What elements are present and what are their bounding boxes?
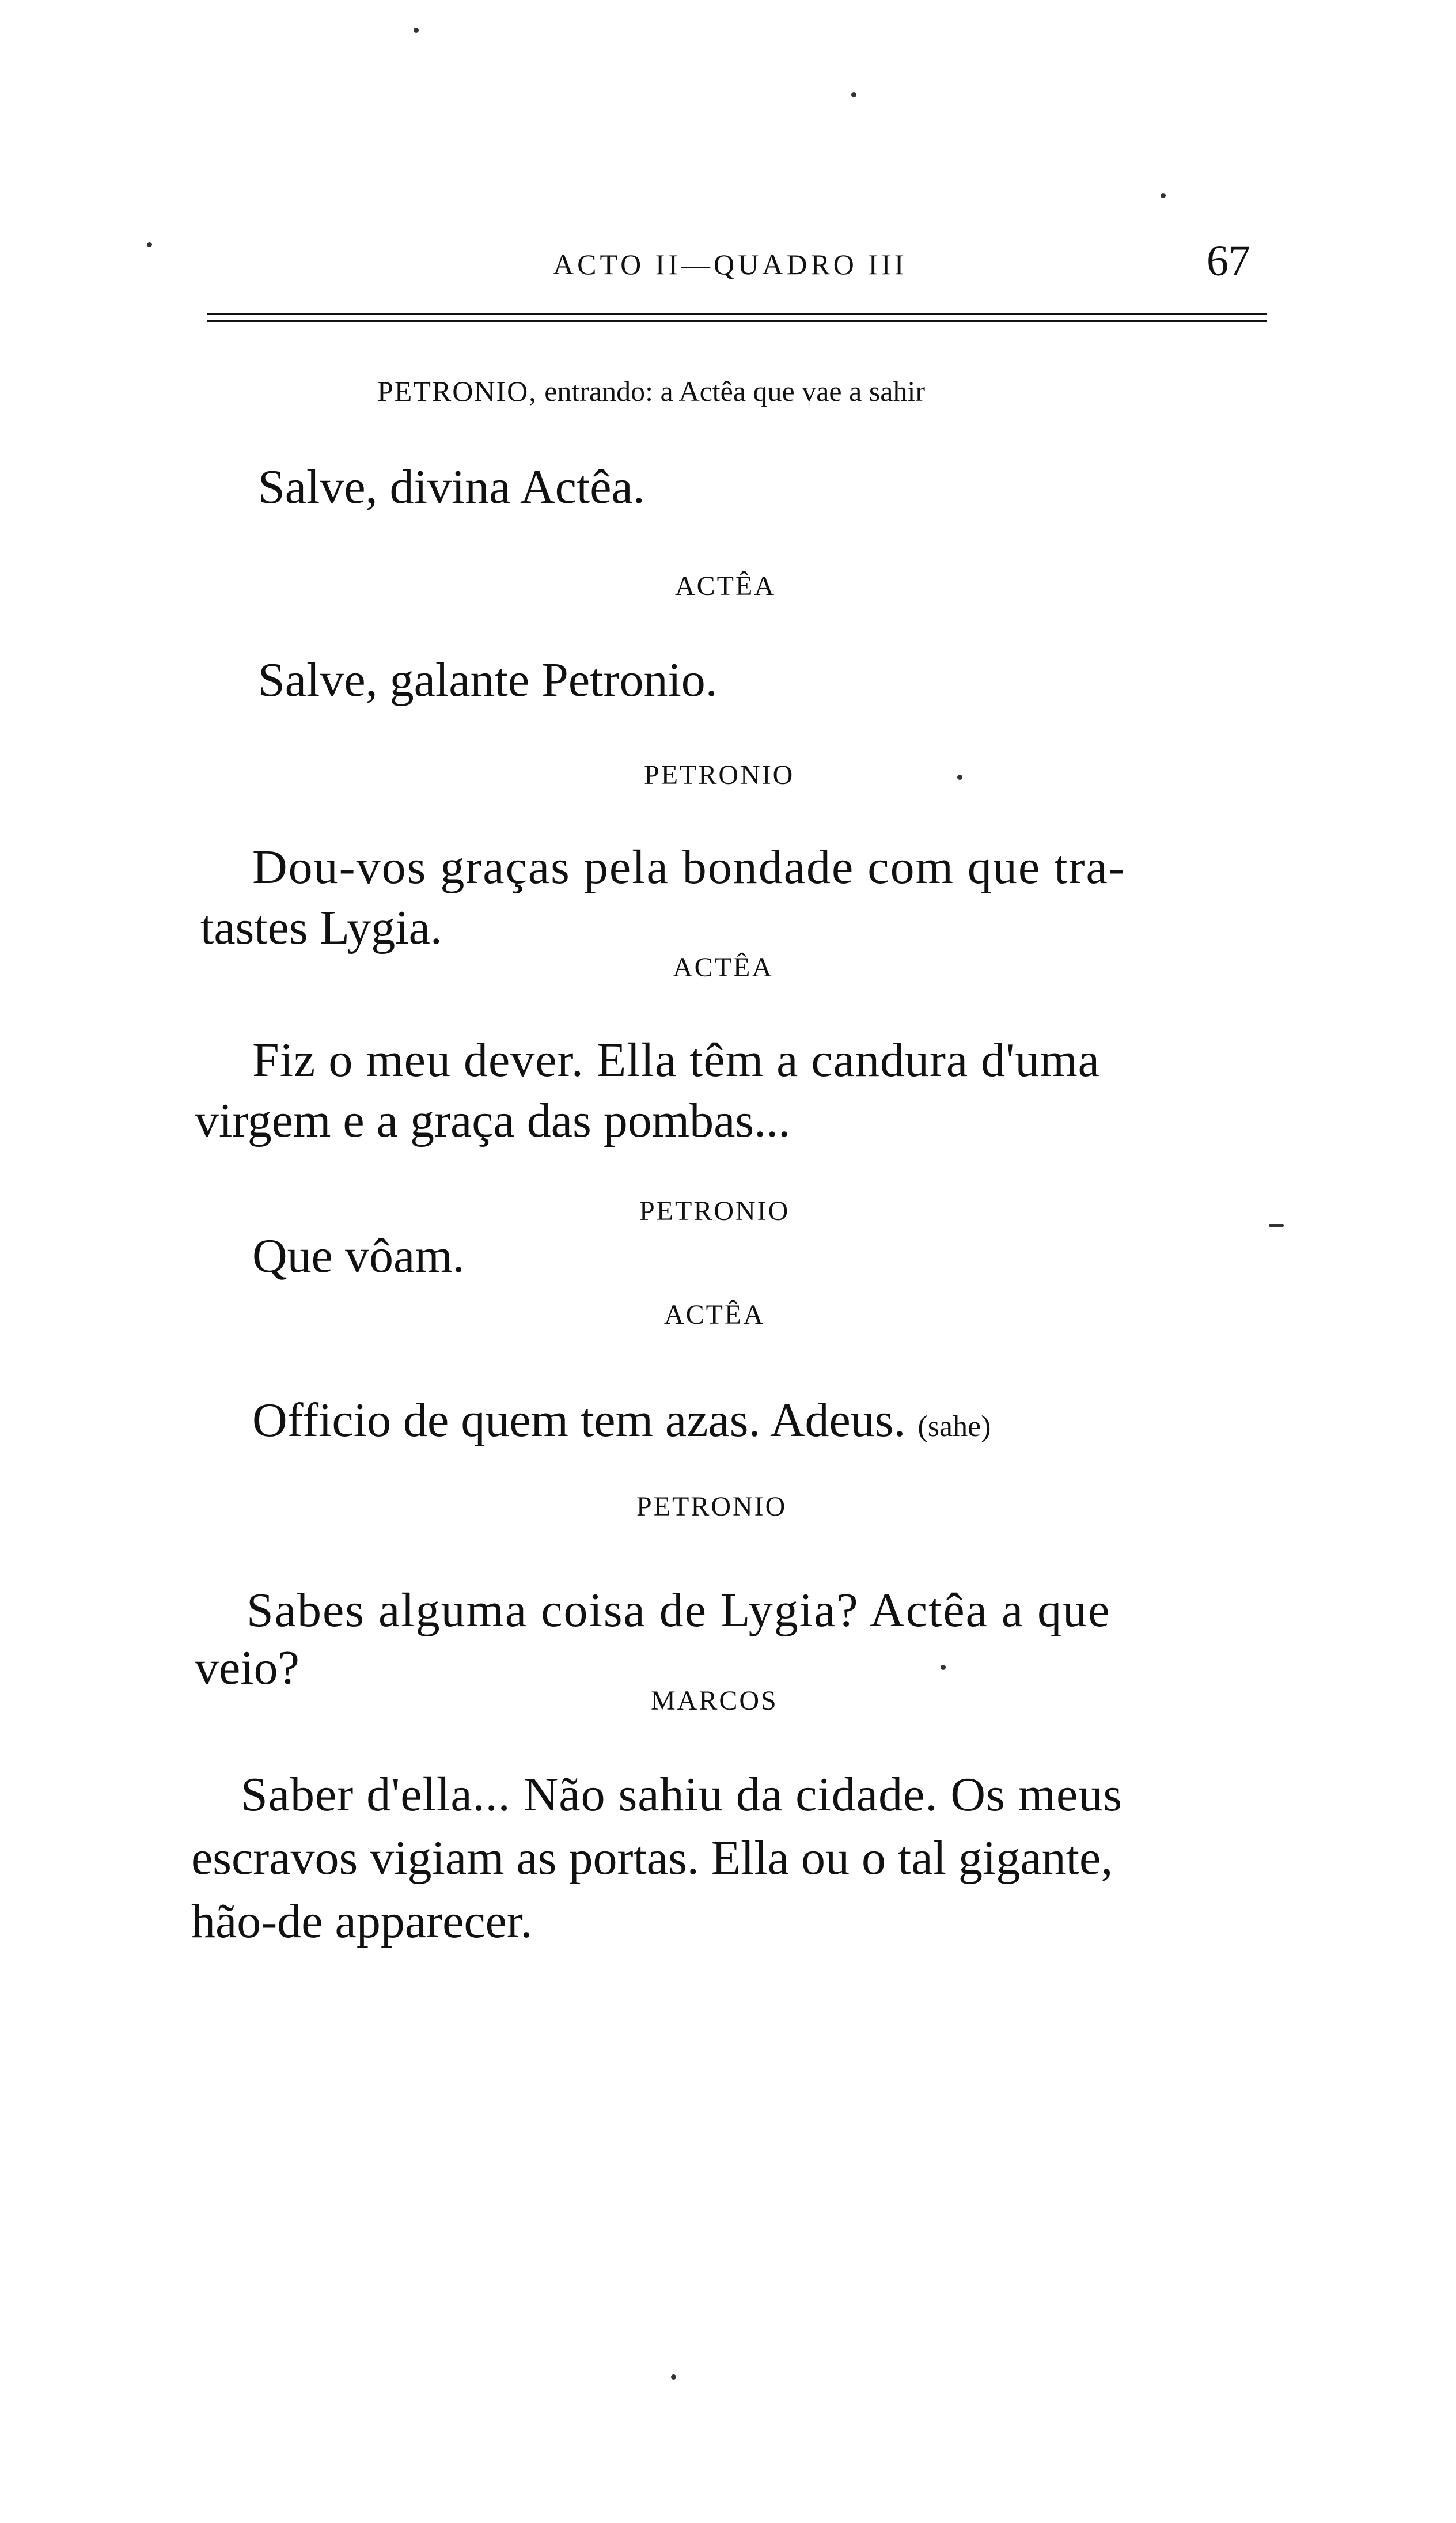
stage-direction (377, 374, 925, 408)
speech-line: Fiz o meu dever. Ella têm a candura d'uma (252, 1033, 1100, 1087)
speech-line: Salve, galante Petronio. (258, 653, 718, 707)
print-speck (851, 92, 856, 97)
speech-line: veio? (195, 1641, 299, 1695)
speaker-name: PETRONIO (636, 1491, 787, 1522)
running-head: ACTO II—QUADRO III (553, 248, 908, 281)
speaker-name: ACTÊA (673, 952, 774, 983)
speech-line: Que vôam. (252, 1229, 465, 1283)
speech-text: Officio de quem tem azas. Adeus. (252, 1393, 906, 1447)
speaker-name: PETRONIO (639, 1196, 790, 1226)
header-rule (207, 313, 1267, 315)
print-speck (147, 242, 152, 247)
speech-line: Saber d'ella... Não sahiu da cidade. Os meus (241, 1768, 1123, 1821)
speech-line: Dou-vos graças pela bondade com que tra- (252, 840, 1126, 894)
print-speck (941, 1665, 946, 1670)
speaker-name: ACTÊA (675, 571, 776, 601)
speech-line: virgem e a graça das pombas... (195, 1094, 791, 1147)
speech-line: hão-de apparecer. (191, 1895, 533, 1948)
speech-line: Salve, divina Actêa. (258, 460, 645, 514)
print-speck (1161, 193, 1166, 198)
speech-line: escravos vigiam as portas. Ella ou o tal gigante, (191, 1831, 1113, 1885)
stage-aside: (sahe) (917, 1410, 991, 1443)
speaker-name: PETRONIO (644, 760, 795, 790)
speaker-name: ACTÊA (664, 1300, 765, 1330)
print-speck (1269, 1224, 1284, 1227)
header-rule-double (207, 320, 1267, 322)
direction-text: entrando: a Actêa que vae a sahir (544, 375, 926, 407)
speech-line: Sabes alguma coisa de Lygia? Actêa a que (247, 1583, 1111, 1637)
speech-line: tastes Lygia. (200, 901, 442, 954)
speech-line (252, 1388, 991, 1459)
direction-speaker: PETRONIO, (377, 375, 537, 407)
print-speck (671, 2374, 676, 2380)
page-number: 67 (1207, 237, 1250, 285)
speaker-name: MARCOS (651, 1685, 778, 1716)
print-speck (414, 28, 419, 33)
print-speck (957, 775, 962, 780)
